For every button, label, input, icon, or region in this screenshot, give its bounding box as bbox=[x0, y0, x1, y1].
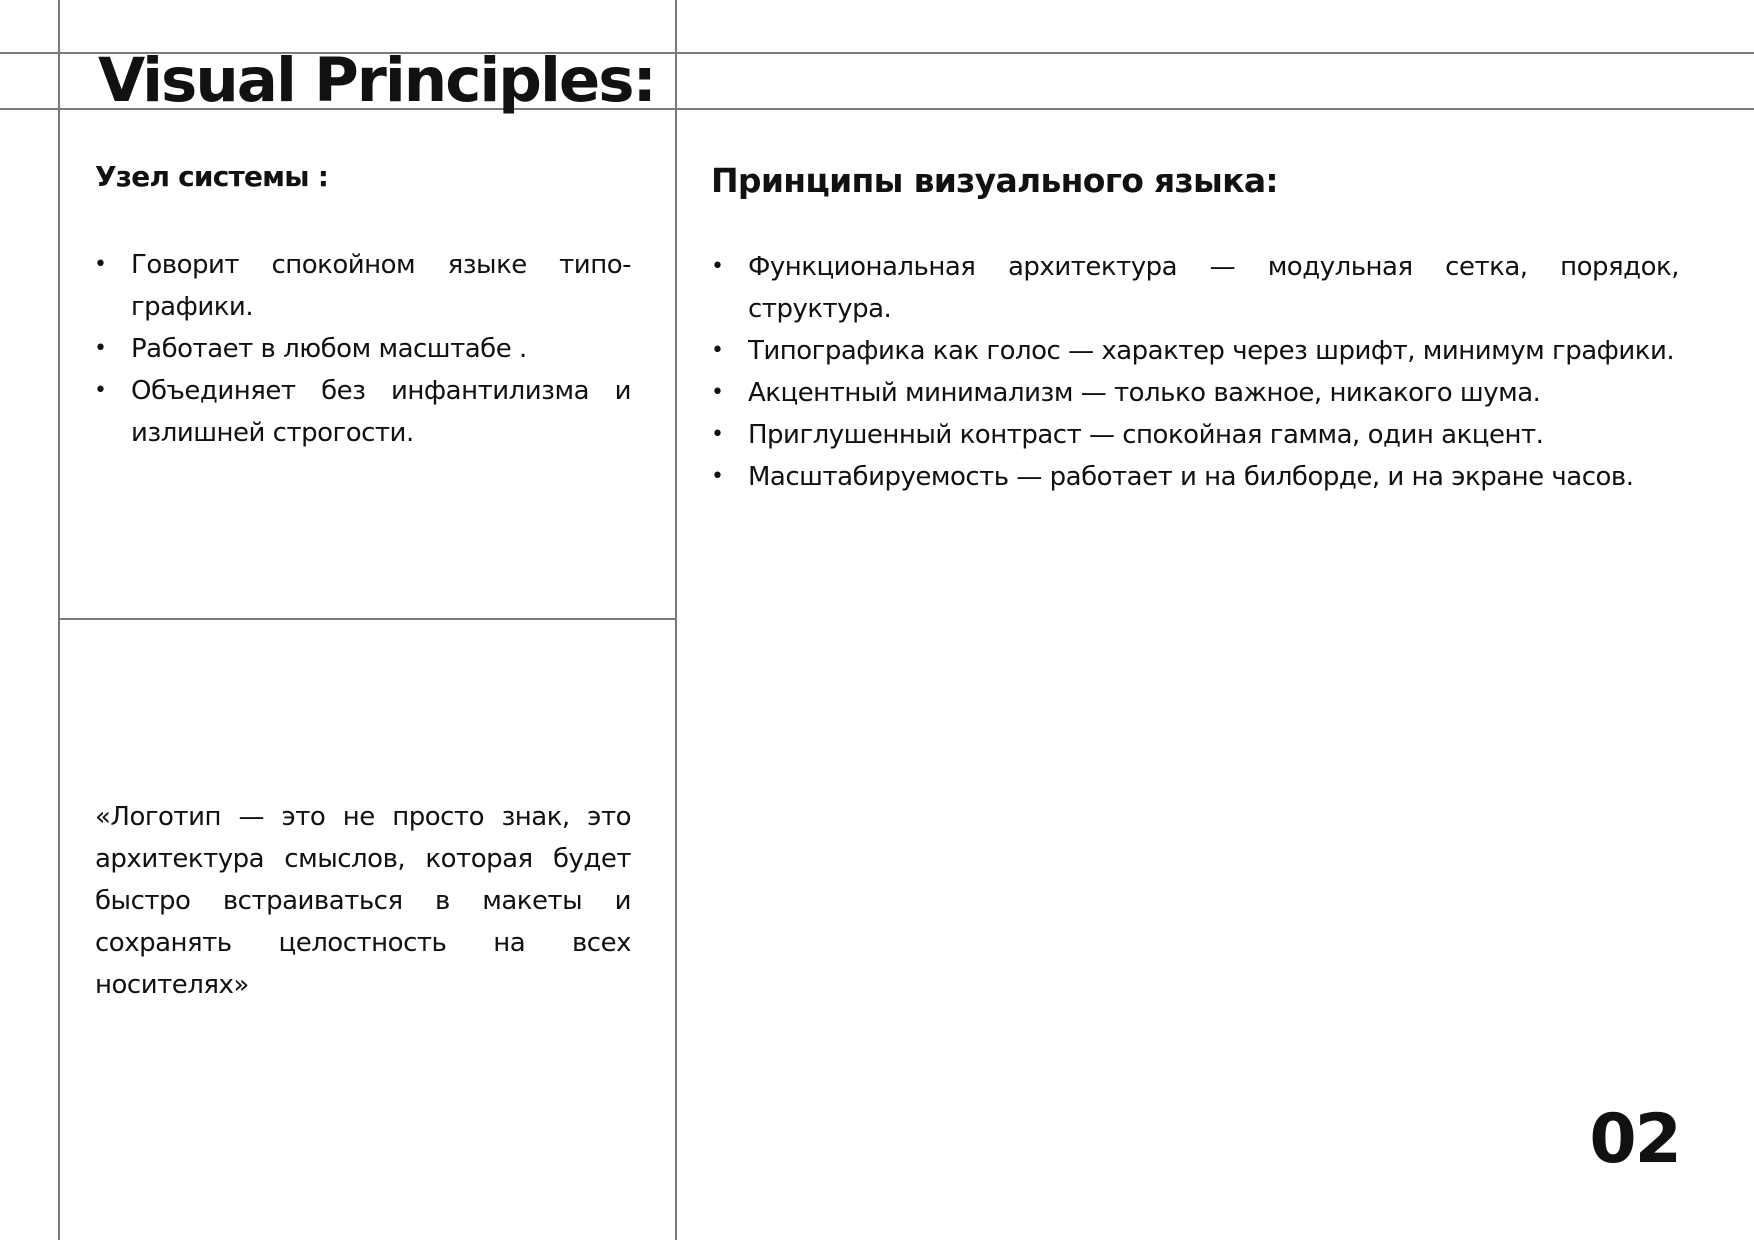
visual-language-heading: Принципы визуального языка: bbox=[711, 161, 1278, 200]
list-item bbox=[711, 456, 1679, 498]
left-vertical-grid-line bbox=[58, 0, 60, 1240]
list-item-text: Работает в любом масштабе . bbox=[131, 334, 527, 364]
logo-quote: «Логотип — это не просто знак, это архитектура смыслов, которая будет быстро встраиваться в макеты и сохранять целостность на всех носителях» bbox=[95, 802, 631, 1000]
left-column-divider-line bbox=[58, 618, 677, 620]
visual-language-list bbox=[711, 246, 1679, 498]
page-number: 02 bbox=[1589, 1100, 1680, 1179]
list-item bbox=[711, 246, 1679, 330]
list-item-text: Говорит спокойном языке типо-графики. bbox=[131, 250, 631, 322]
list-item-text: Функциональная архитектура — модульная сетка, порядок, структура. bbox=[748, 252, 1679, 324]
bullet-icon: • bbox=[711, 380, 724, 405]
system-node-list bbox=[94, 244, 631, 454]
bullet-icon: • bbox=[94, 378, 107, 403]
list-item bbox=[711, 372, 1679, 414]
system-node-heading: Узел системы : bbox=[95, 160, 329, 193]
bullet-icon: • bbox=[94, 336, 107, 361]
list-item bbox=[94, 244, 631, 328]
list-item bbox=[94, 370, 631, 454]
list-item bbox=[711, 414, 1679, 456]
list-item-text: Приглушенный контраст — спокойная гамма, один акцент. bbox=[748, 420, 1544, 450]
middle-vertical-grid-line bbox=[675, 0, 677, 1240]
bullet-icon: • bbox=[94, 252, 107, 277]
bullet-icon: • bbox=[711, 254, 724, 279]
list-item-text: Объединяет без инфантилизма и излишней строгости. bbox=[131, 376, 631, 448]
list-item bbox=[94, 328, 631, 370]
list-item-text: Акцентный минимализм — только важное, никакого шума. bbox=[748, 378, 1541, 408]
page-title: Visual Principles: bbox=[98, 45, 655, 116]
bullet-icon: • bbox=[711, 422, 724, 447]
bullet-icon: • bbox=[711, 464, 724, 489]
list-item bbox=[711, 330, 1679, 372]
list-item-text: Масштабируемость — работает и на билборде, и на экране часов. bbox=[748, 462, 1634, 492]
bullet-icon: • bbox=[711, 338, 724, 363]
list-item-text: Типографика как голос — характер через шрифт, минимум графики. bbox=[748, 336, 1675, 366]
